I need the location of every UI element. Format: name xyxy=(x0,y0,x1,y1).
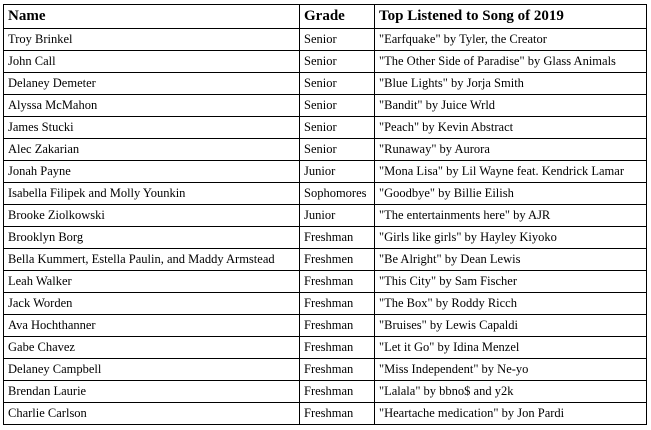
cell-song: "The entertainments here" by AJR xyxy=(375,205,647,227)
table-row xyxy=(4,293,647,315)
cell-name: Isabella Filipek and Molly Younkin xyxy=(4,183,300,205)
cell-name: Jonah Payne xyxy=(4,161,300,183)
cell-grade: Senior xyxy=(300,51,375,73)
cell-name: Leah Walker xyxy=(4,271,300,293)
cell-name: Bella Kummert, Estella Paulin, and Maddy Armstead xyxy=(4,249,300,271)
cell-song: "Earfquake" by Tyler, the Creator xyxy=(375,29,647,51)
cell-name: Delaney Campbell xyxy=(4,359,300,381)
cell-name: James Stucki xyxy=(4,117,300,139)
cell-grade: Freshman xyxy=(300,403,375,425)
table-row xyxy=(4,117,647,139)
cell-song: "Runaway" by Aurora xyxy=(375,139,647,161)
cell-song: "Lalala" by bbno$ and y2k xyxy=(375,381,647,403)
cell-grade: Freshmen xyxy=(300,249,375,271)
table-row xyxy=(4,227,647,249)
cell-grade: Senior xyxy=(300,29,375,51)
cell-grade: Junior xyxy=(300,161,375,183)
cell-song: "Let it Go" by Idina Menzel xyxy=(375,337,647,359)
cell-song: "Miss Independent" by Ne-yo xyxy=(375,359,647,381)
cell-grade: Freshman xyxy=(300,337,375,359)
cell-song: "Bruises" by Lewis Capaldi xyxy=(375,315,647,337)
header-row xyxy=(4,5,647,29)
table-row xyxy=(4,51,647,73)
cell-name: Gabe Chavez xyxy=(4,337,300,359)
cell-grade: Freshman xyxy=(300,271,375,293)
cell-grade: Senior xyxy=(300,95,375,117)
cell-grade: Freshman xyxy=(300,315,375,337)
cell-name: Troy Brinkel xyxy=(4,29,300,51)
table-row xyxy=(4,161,647,183)
cell-name: Brendan Laurie xyxy=(4,381,300,403)
cell-song: "Heartache medication" by Jon Pardi xyxy=(375,403,647,425)
cell-song: "This City" by Sam Fischer xyxy=(375,271,647,293)
table-row xyxy=(4,73,647,95)
cell-name: Brooke Ziolkowski xyxy=(4,205,300,227)
table-row xyxy=(4,205,647,227)
table-row xyxy=(4,95,647,117)
cell-song: "Bandit" by Juice Wrld xyxy=(375,95,647,117)
table-row xyxy=(4,271,647,293)
table-row xyxy=(4,403,647,425)
cell-name: Delaney Demeter xyxy=(4,73,300,95)
cell-name: Jack Worden xyxy=(4,293,300,315)
cell-grade: Senior xyxy=(300,73,375,95)
cell-grade: Sophomores xyxy=(300,183,375,205)
cell-song: "Mona Lisa" by Lil Wayne feat. Kendrick Lamar xyxy=(375,161,647,183)
cell-song: "Be Alright" by Dean Lewis xyxy=(375,249,647,271)
cell-grade: Senior xyxy=(300,117,375,139)
cell-song: "Goodbye" by Billie Eilish xyxy=(375,183,647,205)
cell-song: "The Box" by Roddy Ricch xyxy=(375,293,647,315)
table-row xyxy=(4,381,647,403)
cell-grade: Freshman xyxy=(300,381,375,403)
table-header xyxy=(4,5,647,29)
header-song: Top Listened to Song of 2019 xyxy=(375,5,647,29)
header-grade: Grade xyxy=(300,5,375,29)
table-body xyxy=(4,29,647,425)
cell-grade: Freshman xyxy=(300,227,375,249)
cell-name: Ava Hochthanner xyxy=(4,315,300,337)
cell-name: John Call xyxy=(4,51,300,73)
cell-name: Charlie Carlson xyxy=(4,403,300,425)
cell-name: Alec Zakarian xyxy=(4,139,300,161)
cell-song: "Girls like girls" by Hayley Kiyoko xyxy=(375,227,647,249)
header-name: Name xyxy=(4,5,300,29)
cell-song: "Blue Lights" by Jorja Smith xyxy=(375,73,647,95)
table-row xyxy=(4,337,647,359)
table-row xyxy=(4,139,647,161)
table-row xyxy=(4,359,647,381)
table-row xyxy=(4,183,647,205)
cell-song: "Peach" by Kevin Abstract xyxy=(375,117,647,139)
cell-grade: Junior xyxy=(300,205,375,227)
cell-grade: Freshman xyxy=(300,293,375,315)
cell-name: Alyssa McMahon xyxy=(4,95,300,117)
table-row xyxy=(4,315,647,337)
songs-table xyxy=(3,4,647,425)
cell-grade: Freshman xyxy=(300,359,375,381)
cell-grade: Senior xyxy=(300,139,375,161)
cell-name: Brooklyn Borg xyxy=(4,227,300,249)
cell-song: "The Other Side of Paradise" by Glass Animals xyxy=(375,51,647,73)
table-row xyxy=(4,29,647,51)
table-row xyxy=(4,249,647,271)
